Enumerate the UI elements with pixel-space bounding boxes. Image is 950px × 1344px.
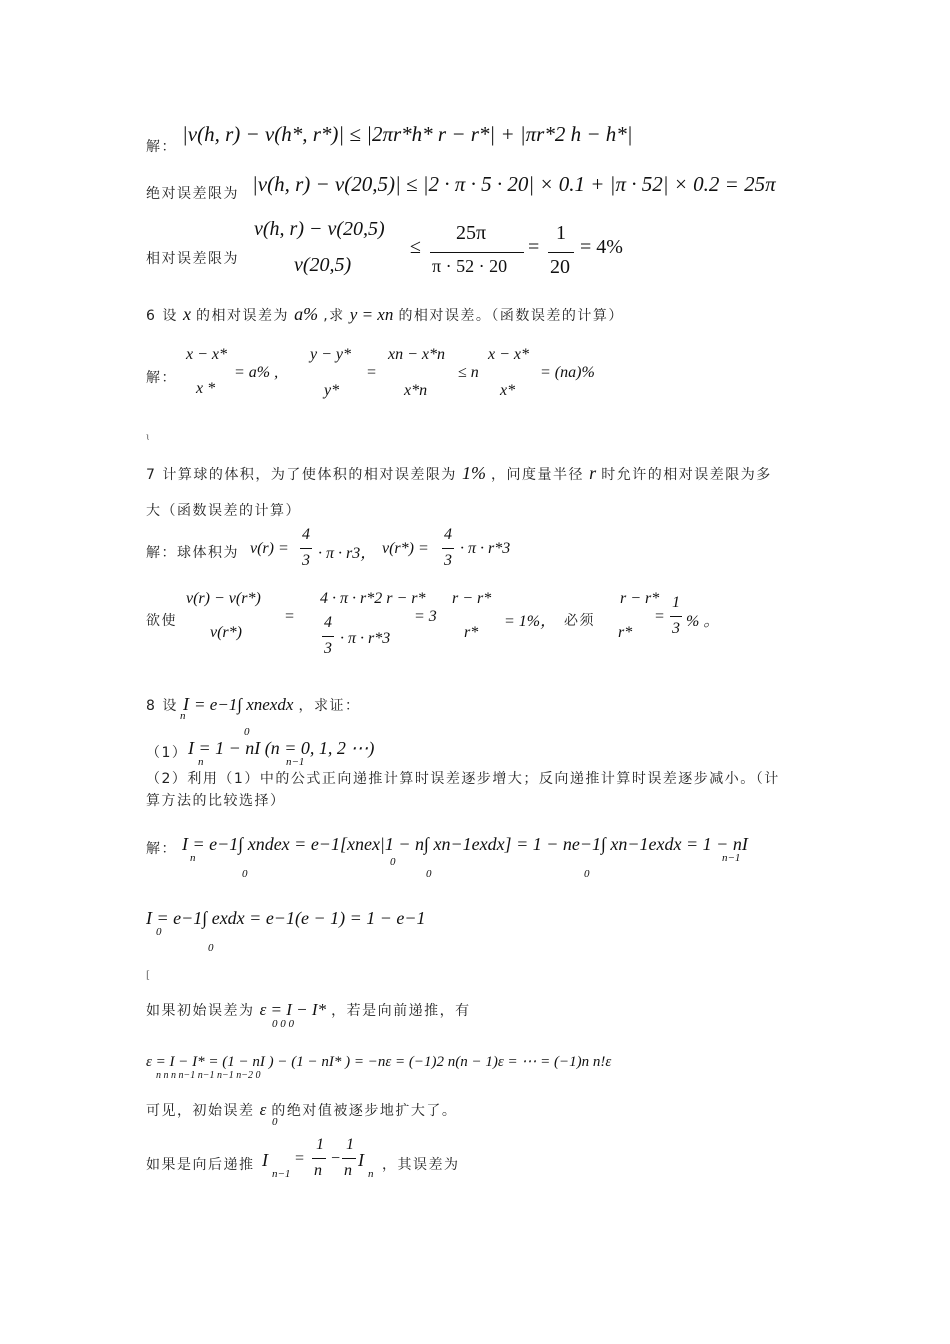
p6-f2-denominator: y*: [324, 382, 340, 399]
rel-frac1-denominator: π · 52 · 20: [432, 256, 508, 276]
p7-w4-denominator: r*: [618, 624, 633, 641]
rel-eq2: = 4%: [580, 236, 623, 258]
backward-I-sub: n−1: [272, 1168, 291, 1180]
rel-eq1: =: [528, 236, 540, 258]
p7-vs-frac-num: 4: [444, 526, 452, 543]
backward-In-sub: n: [368, 1168, 374, 1180]
problem8-item1-sub-n1: n−1: [286, 756, 305, 768]
problem8-title: 8 设 I = e−1∫ xnexdx ，求证：: [146, 694, 361, 714]
p7-vs-lhs: v(r*) =: [382, 540, 429, 557]
problem8-title-lower-limit: 0: [244, 726, 250, 738]
p6-f4-eq: = (na)%: [540, 364, 595, 381]
backward-f1-den: n: [314, 1162, 322, 1179]
p7-w5-frac-den: 3: [672, 620, 680, 637]
p7-w3-eq: = 1%，: [504, 613, 557, 630]
problem8-solution-sub-n1: n−1: [722, 852, 741, 864]
problem7-must-label: 必须: [564, 613, 595, 629]
i0-sub: 0: [156, 926, 162, 938]
p7-w3-numerator: r − r*: [452, 590, 492, 607]
p7-v-rhs: · π · r3，: [318, 545, 377, 562]
abs-error-formula: |v(h, r) − v(20,5)| ≤ |2 · π · 5 · 20| × 0.1 + |π · 52| × 0.2 = 25π: [252, 172, 776, 196]
problem8-solution-limit1: 0: [242, 868, 248, 880]
problem7-solution-label: 解：球体积为: [146, 545, 239, 561]
error-chain-formula: ε = I − I* = (1 − nI ) − (1 − nI* ) = −nε = (−1)2 n(n − 1)ε = ⋯ = (−1)n n!ε: [146, 1054, 612, 1070]
p7-w1-eq: =: [284, 608, 295, 625]
initial-error-line: 如果初始误差为 ε = I − I* ，若是向前递推，有: [146, 1000, 471, 1019]
problem8-solution-limit2: 0: [390, 856, 396, 868]
p7-vs-frac-bar: [442, 548, 454, 549]
problem7-want-label: 欲使: [146, 613, 177, 629]
problem8-item2-line2: 算方法的比较选择）: [146, 793, 286, 809]
p7-w3-denominator: r*: [464, 624, 479, 641]
rel-frac2-denominator: 20: [550, 256, 570, 278]
problem8-title-sub-n: n: [180, 710, 186, 722]
p7-v-frac-bar: [300, 548, 312, 549]
i0-lower-limit: 0: [208, 942, 214, 954]
p7-w5-frac-num: 1: [672, 594, 680, 611]
i0-formula: I = e−1∫ exdx = e−1(e − 1) = 1 − e−1: [146, 908, 426, 928]
problem8-solution-formula: I = e−1∫ xndex = e−1[xnex|1 − n∫ xn−1exdx] = 1 − ne−1∫ xn−1exdx = 1 − nI: [182, 834, 748, 854]
problem8-solution-limit3: 0: [426, 868, 432, 880]
problem8-item1-label: （1）: [146, 745, 188, 761]
p7-w2-eq: = 3: [414, 608, 437, 625]
backward-eq: =: [294, 1150, 305, 1167]
p6-f3-numerator: xn − x*n: [388, 346, 445, 363]
problem7-title-line1: 7 计算球的体积，为了使体积的相对误差限为 1% ，问度量半径 r 时允许的相对误差限为多: [146, 463, 772, 483]
rel-error-leq: ≤: [410, 236, 421, 258]
p6-f3-leq: ≤ n: [458, 364, 479, 381]
backward-f2-bar: [342, 1158, 356, 1159]
p7-w2-den-rest: · π · r*3: [340, 630, 391, 647]
p7-w4-eq: =: [654, 608, 665, 625]
p7-w2-den-frac-bar: [322, 636, 334, 637]
p6-f1-numerator: x − x*: [186, 346, 227, 363]
abs-error-label: 绝对误差限为: [146, 186, 239, 202]
backward-label: 如果是向后递推: [146, 1157, 255, 1173]
problem8-solution-label: 解：: [146, 841, 177, 857]
problem8-item1-formula: I = 1 − nI (n = 0, 1, 2 ⋯): [188, 738, 375, 758]
problem8-solution-limit4: 0: [584, 868, 590, 880]
error-chain-subs: n n n n−1 n−1 n−1 n−2 0: [156, 1070, 261, 1081]
problem8-solution-sub-n: n: [190, 852, 196, 864]
solution-inequality: |v(h, r) − v(h*, r*)| ≤ |2πr*h* r − r*| + |πr*2 h − h*|: [182, 122, 633, 146]
p7-w2-numerator: 4 · π · r*2 r − r*: [320, 590, 426, 607]
solution-label: 解：: [146, 139, 177, 155]
backward-In: I: [358, 1150, 364, 1170]
problem7-title-line2: 大（函数误差的计算）: [146, 503, 301, 519]
p6-f2-eq: =: [366, 364, 377, 381]
backward-f1-bar: [312, 1158, 326, 1159]
backward-f2-num: 1: [346, 1136, 354, 1153]
p7-w5-tail: % 。: [686, 613, 720, 630]
p7-w5-frac-bar: [670, 616, 682, 617]
stray-bracket: [: [146, 970, 150, 981]
backward-f1-num: 1: [316, 1136, 324, 1153]
p6-f1-eq: = a% ,: [234, 364, 279, 381]
backward-f2-den: n: [344, 1162, 352, 1179]
p6-f3-denominator: x*n: [404, 382, 428, 399]
rel-error-label: 相对误差限为: [146, 251, 239, 267]
problem8-item1-sub-n: n: [198, 756, 204, 768]
p7-v-frac-den: 3: [302, 552, 310, 569]
p6-f2-numerator: y − y*: [310, 346, 351, 363]
rel-frac2-numerator: 1: [556, 222, 566, 244]
rel-error-denominator: v(20,5): [294, 254, 352, 276]
visible-eps-sub: 0: [272, 1116, 278, 1128]
stray-mark: ɩ: [146, 432, 150, 443]
rel-frac1-numerator: 25π: [456, 222, 487, 244]
p7-w1-numerator: v(r) − v(r*): [186, 590, 261, 607]
problem8-item2-line1: （2）利用（1）中的公式正向递推计算时误差逐步增大；反向递推计算时误差逐步减小。（计: [146, 771, 780, 787]
visible-line: 可见，初始误差 ε 的绝对值被逐步地扩大了。: [146, 1100, 458, 1119]
p7-vs-frac-den: 3: [444, 552, 452, 569]
p7-w2-den-frac-num: 4: [324, 614, 332, 631]
rel-frac2-bar: [548, 252, 574, 253]
p6-f1-denominator: x *: [196, 380, 216, 397]
initial-error-subs: 0 0 0: [272, 1018, 294, 1030]
p7-w2-den-frac-den: 3: [324, 640, 332, 657]
problem6-title: 6 设 x 的相对误差为 a% ,求 y = xn 的相对误差。（函数误差的计算）: [146, 304, 624, 324]
problem6-solution-label: 解：: [146, 370, 177, 386]
rel-frac1-bar: [430, 252, 524, 253]
p7-vs-rhs: · π · r*3: [460, 540, 511, 557]
p6-f4-numerator: x − x*: [488, 346, 529, 363]
p7-w1-denominator: v(r*): [210, 624, 242, 641]
p7-v-frac-num: 4: [302, 526, 310, 543]
p6-f4-denominator: x*: [500, 382, 516, 399]
backward-tail: ，其误差为: [382, 1157, 460, 1173]
backward-I: I: [262, 1150, 268, 1170]
backward-minus: −: [330, 1150, 341, 1167]
p7-w4-numerator: r − r*: [620, 590, 660, 607]
p7-v-lhs: v(r) =: [250, 540, 289, 557]
rel-error-numerator: v(h, r) − v(20,5): [254, 218, 385, 240]
